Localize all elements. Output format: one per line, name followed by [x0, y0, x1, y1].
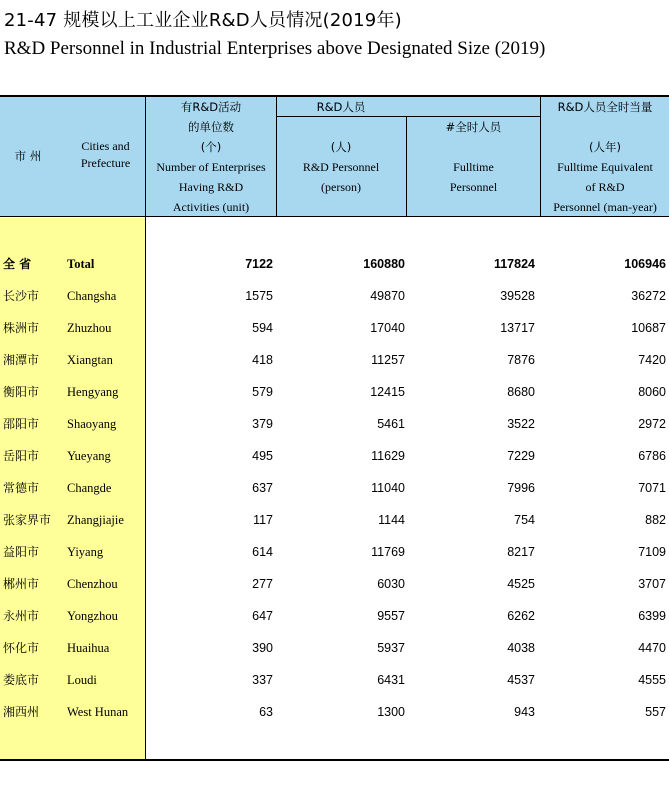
- fulltime-value: 4038: [507, 641, 535, 655]
- city-name-en: Zhangjiajie: [67, 513, 124, 527]
- personnel-value: 11629: [371, 449, 405, 463]
- city-name-en: Xiangtan: [67, 353, 113, 367]
- personnel-value: 5937: [377, 641, 405, 655]
- enterprises-value: 579: [252, 385, 273, 399]
- city-name-en: Changsha: [67, 289, 117, 303]
- fte-value: 7420: [638, 353, 666, 367]
- table-row: [0, 638, 669, 658]
- table-row: [0, 318, 669, 338]
- fulltime-value: 8680: [507, 385, 535, 399]
- city-name-cn: 湘西州: [3, 705, 40, 719]
- personnel-value: 1144: [378, 513, 405, 527]
- fte-value: 7109: [638, 545, 666, 559]
- city-name-en: Zhuzhou: [67, 321, 112, 335]
- enterprises-value: 63: [259, 705, 273, 719]
- enterprises-value: 418: [252, 353, 273, 367]
- city-name-cn: 娄底市: [3, 673, 40, 687]
- enterprises-value: 495: [252, 449, 273, 463]
- fte-value: 106946: [624, 257, 666, 271]
- enterprises-value: 7122: [245, 257, 273, 271]
- fte-value: 36272: [631, 289, 666, 303]
- personnel-value: 9557: [377, 609, 405, 623]
- enterprises-value: 594: [252, 321, 273, 335]
- personnel-value: 17040: [370, 321, 405, 335]
- table-row: [0, 510, 669, 530]
- personnel-value: 6030: [377, 577, 405, 591]
- city-name-cn: 衡阳市: [3, 385, 40, 399]
- enterprises-value: 614: [252, 545, 273, 559]
- table-row: [0, 446, 669, 466]
- fulltime-value: 7876: [507, 353, 535, 367]
- enterprises-value: 1575: [245, 289, 273, 303]
- table-row: [0, 606, 669, 626]
- enterprises-value: 337: [252, 673, 273, 687]
- enterprises-value: 379: [252, 417, 273, 431]
- fte-value: 4470: [638, 641, 666, 655]
- table-row: [0, 542, 669, 562]
- table-bottom-rule: [0, 759, 669, 761]
- city-name-en: Changde: [67, 481, 112, 495]
- fulltime-value: 117824: [493, 257, 535, 271]
- city-name-cn: 湘潭市: [3, 353, 40, 367]
- personnel-value: 6431: [377, 673, 405, 687]
- personnel-value: 12415: [370, 385, 405, 399]
- fulltime-value: 13717: [500, 321, 535, 335]
- table-row: [0, 286, 669, 306]
- table-row: [0, 382, 669, 402]
- city-name-en: Yongzhou: [67, 609, 118, 623]
- table-row: [0, 670, 669, 690]
- header-city-cn: 市 州: [14, 149, 42, 163]
- fulltime-value: 3522: [507, 417, 535, 431]
- fte-value: 4555: [638, 673, 666, 687]
- city-name-cn: 郴州市: [3, 577, 40, 591]
- fte-value: 2972: [638, 417, 666, 431]
- city-name-cn: 永州市: [3, 609, 40, 623]
- fulltime-value: 8217: [507, 545, 535, 559]
- fte-value: 6786: [638, 449, 666, 463]
- personnel-value: 1300: [377, 705, 405, 719]
- fte-value: 8060: [638, 385, 666, 399]
- fulltime-value: 7996: [507, 481, 535, 495]
- city-name-cn: 长沙市: [3, 289, 40, 303]
- city-name-en: Yueyang: [67, 449, 111, 463]
- city-name-cn: 岳阳市: [3, 449, 40, 463]
- city-name-en: Yiyang: [67, 545, 104, 559]
- personnel-value: 11257: [371, 353, 405, 367]
- enterprises-value: 637: [252, 481, 273, 495]
- city-name-cn: 益阳市: [3, 545, 40, 559]
- city-name-cn: 常德市: [3, 481, 40, 495]
- city-name-en: Loudi: [67, 673, 97, 687]
- table-row: [0, 574, 669, 594]
- personnel-value: 49870: [370, 289, 405, 303]
- header-city-en: Cities and Prefecture: [80, 139, 131, 170]
- header-col3: #全时人员 Fulltime Personnel: [445, 120, 502, 194]
- fte-value: 6399: [638, 609, 666, 623]
- city-name-en: West Hunan: [67, 705, 129, 719]
- city-name-en: Chenzhou: [67, 577, 118, 591]
- city-name-cn: 邵阳市: [3, 417, 40, 431]
- fulltime-value: 6262: [507, 609, 535, 623]
- fte-value: 10687: [631, 321, 666, 335]
- table-row: [0, 350, 669, 370]
- table-row: [0, 478, 669, 498]
- personnel-value: 5461: [377, 417, 405, 431]
- header-col2-group: R&D人员: [316, 100, 366, 114]
- fte-value: 7071: [638, 481, 666, 495]
- fte-value: 882: [645, 513, 666, 527]
- city-name-cn: 怀化市: [3, 641, 40, 655]
- table-row: [0, 702, 669, 722]
- personnel-value: 11769: [371, 545, 405, 559]
- table-row: [0, 254, 669, 274]
- fulltime-value: 754: [514, 513, 535, 527]
- enterprises-value: 390: [252, 641, 273, 655]
- fulltime-value: 39528: [500, 289, 535, 303]
- header-col1: 有R&D活动 的单位数 (个) Number of Enterprises Having R&D Activities (unit): [156, 100, 266, 214]
- city-name-cn: 全 省: [3, 257, 32, 271]
- enterprises-value: 117: [253, 513, 273, 527]
- enterprises-value: 647: [252, 609, 273, 623]
- title-english: R&D Personnel in Industrial Enterprises above Designated Size (2019): [4, 38, 546, 59]
- fte-value: 557: [645, 705, 666, 719]
- city-name-cn: 张家界市: [3, 513, 52, 527]
- fulltime-value: 7229: [507, 449, 535, 463]
- city-name-en: Huaihua: [67, 641, 110, 655]
- fte-value: 3707: [638, 577, 666, 591]
- enterprises-value: 277: [252, 577, 273, 591]
- personnel-value: 160880: [363, 257, 405, 271]
- personnel-value: 11040: [371, 481, 405, 495]
- city-name-en: Hengyang: [67, 385, 119, 399]
- fulltime-value: 943: [514, 705, 535, 719]
- city-name-en: Shaoyang: [67, 417, 117, 431]
- fulltime-value: 4525: [507, 577, 535, 591]
- city-name-cn: 株洲市: [3, 321, 40, 335]
- header-col2: (人) R&D Personnel (person): [302, 140, 380, 194]
- title-chinese: 21-47 规模以上工业企业R&D人员情况(2019年): [4, 10, 402, 31]
- header-col4: R&D人员全时当量 (人年) Fulltime Equivalent of R&D Personnel (man-year): [553, 100, 657, 214]
- fulltime-value: 4537: [507, 673, 535, 687]
- city-name-en: Total: [67, 257, 95, 271]
- table-row: [0, 414, 669, 434]
